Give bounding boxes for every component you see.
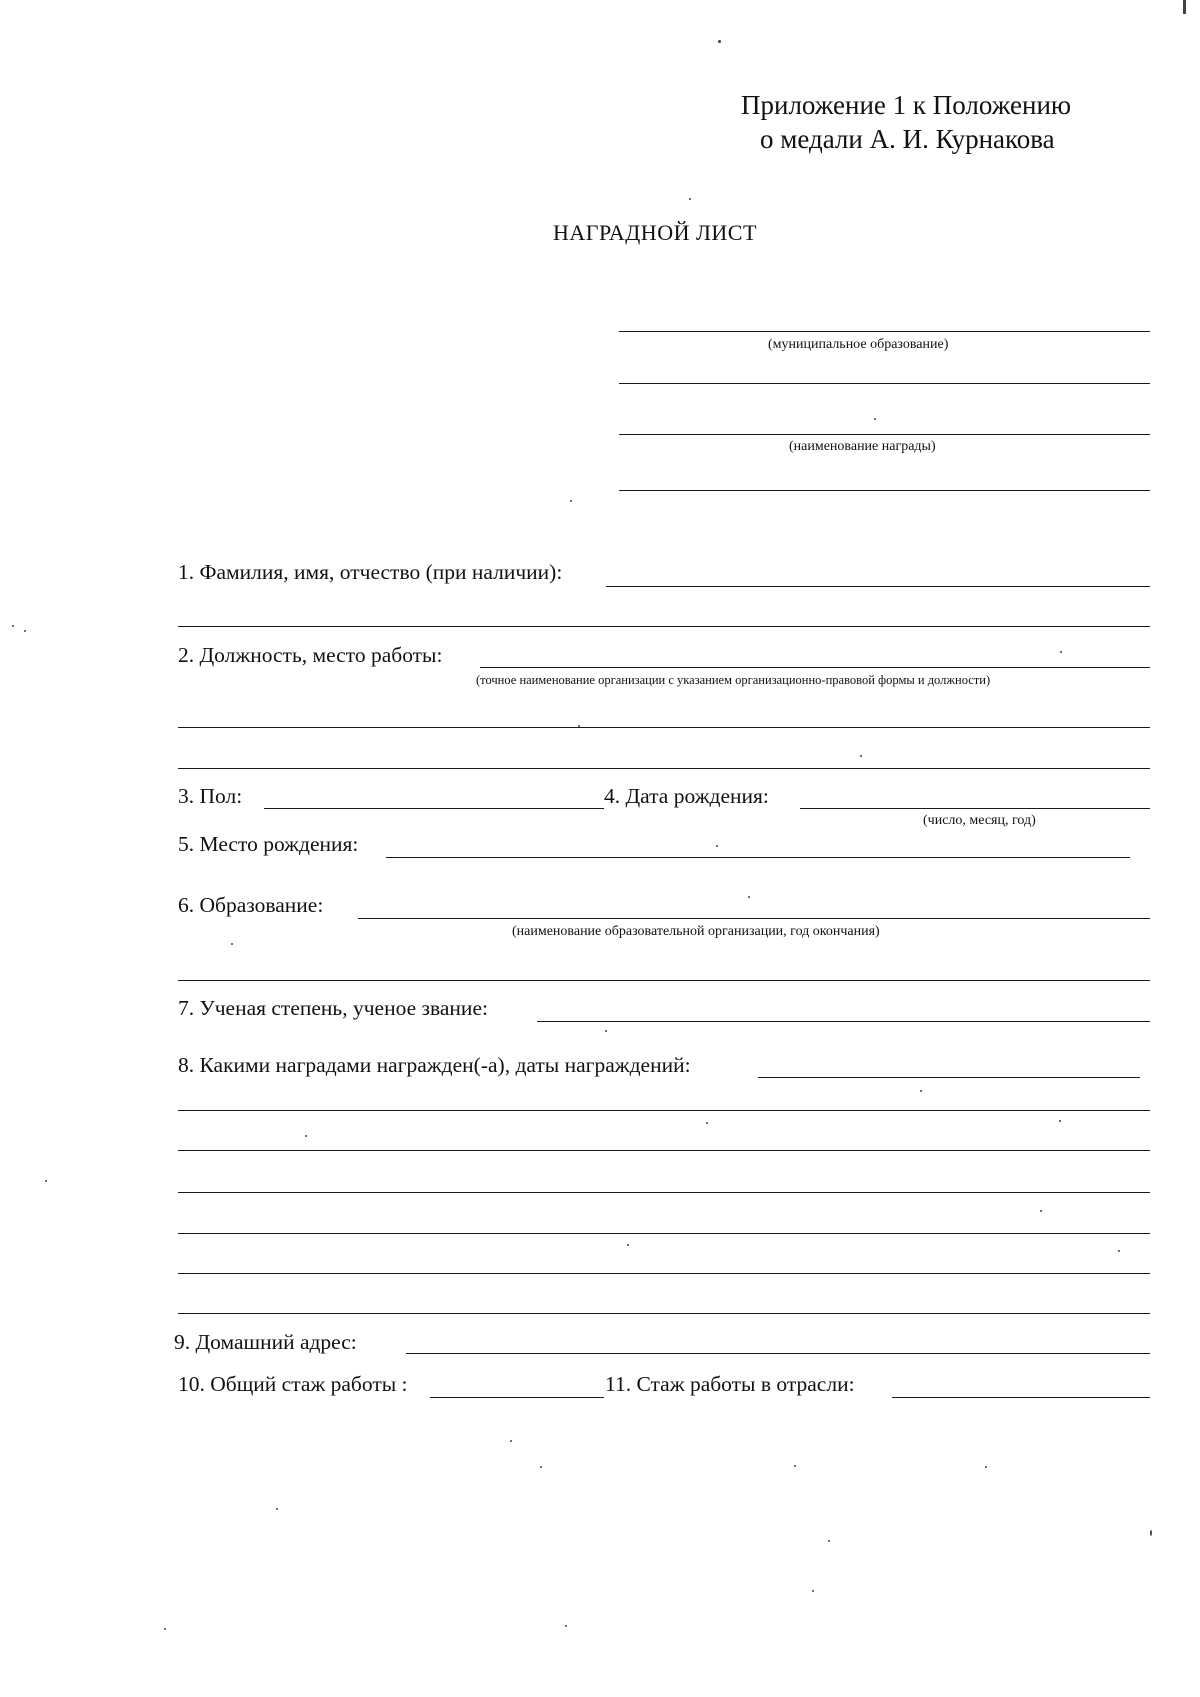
scan-speck <box>570 500 572 502</box>
field-awards-line-6[interactable] <box>178 1273 1150 1274</box>
document-title: НАГРАДНОЙ ЛИСТ <box>553 220 757 245</box>
scan-speck <box>860 755 862 757</box>
field-position-line-2[interactable] <box>178 727 1150 728</box>
field-full-name-line-2[interactable] <box>178 626 1150 627</box>
field-birthdate-label: 4. Дата рождения: <box>604 784 769 808</box>
field-industry-experience-label: 11. Стаж работы в отрасли: <box>605 1372 855 1396</box>
field-address-line[interactable] <box>406 1353 1150 1354</box>
scan-speck <box>627 1244 629 1246</box>
scan-speck <box>828 1540 830 1542</box>
field-full-name-line[interactable] <box>606 586 1150 587</box>
award-name-line[interactable] <box>619 434 1150 435</box>
scan-speck <box>1060 651 1062 653</box>
scan-speck <box>605 1030 607 1032</box>
municipality-line[interactable] <box>619 331 1150 332</box>
field-education-label: 6. Образование: <box>178 893 324 917</box>
field-total-experience-line[interactable] <box>430 1397 604 1398</box>
field-address-label: 9. Домашний адрес: <box>174 1330 357 1354</box>
appendix-line-1: Приложение 1 к Положению <box>741 90 1072 120</box>
scan-speck <box>812 1590 814 1592</box>
field-position-line-3[interactable] <box>178 768 1150 769</box>
field-awards-line-2[interactable] <box>178 1110 1150 1111</box>
field-total-experience-label: 10. Общий стаж работы : <box>178 1372 408 1396</box>
appendix-line-2: о медали А. И. Курнакова <box>760 124 1055 154</box>
scan-speck <box>276 1508 278 1510</box>
scan-speck <box>231 943 233 945</box>
scan-speck <box>510 1440 512 1442</box>
scan-speck <box>1118 1250 1120 1252</box>
field-birthdate-line[interactable] <box>800 808 1150 809</box>
scan-speck <box>164 1628 166 1630</box>
scan-speck <box>706 1122 708 1124</box>
scan-speck <box>874 418 876 420</box>
scan-speck <box>716 845 718 847</box>
field-birthplace-label: 5. Место рождения: <box>178 832 359 856</box>
field-awards-line-3[interactable] <box>178 1150 1150 1151</box>
scan-speck <box>1183 0 1186 14</box>
field-industry-experience-line[interactable] <box>892 1397 1150 1398</box>
scan-speck <box>12 625 14 627</box>
field-degree-label: 7. Ученая степень, ученое звание: <box>178 996 488 1020</box>
scan-speck <box>1040 1210 1042 1212</box>
scan-speck <box>305 1135 307 1137</box>
field-birthplace-line[interactable] <box>386 857 1130 858</box>
municipality-line-2[interactable] <box>619 383 1150 384</box>
field-awards-line[interactable] <box>758 1077 1140 1078</box>
award-name-caption: (наименование награды) <box>789 439 936 454</box>
field-education-hint: (наименование образовательной организации, год окончания) <box>512 924 880 939</box>
scan-speck <box>1059 1120 1061 1122</box>
field-awards-line-7[interactable] <box>178 1313 1150 1314</box>
scan-speck <box>565 1625 567 1627</box>
scan-speck <box>689 198 691 200</box>
field-awards-line-5[interactable] <box>178 1233 1150 1234</box>
scan-speck <box>794 1465 796 1467</box>
field-gender-line[interactable] <box>264 808 604 809</box>
scan-speck <box>985 1466 987 1468</box>
scan-speck <box>748 896 750 898</box>
scan-speck <box>1150 1530 1152 1536</box>
scan-speck <box>578 725 580 727</box>
scan-speck <box>920 1090 922 1092</box>
field-position-line[interactable] <box>480 667 1150 668</box>
field-degree-line[interactable] <box>537 1021 1150 1022</box>
field-birthdate-hint: (число, месяц, год) <box>923 813 1036 828</box>
field-awards-label: 8. Какими наградами награжден(-а), даты награждений: <box>178 1053 691 1077</box>
award-name-line-2[interactable] <box>619 490 1150 491</box>
field-position-hint: (точное наименование организации с указанием организационно-правовой формы и должности) <box>476 673 991 687</box>
field-gender-label: 3. Пол: <box>178 784 243 808</box>
scan-speck <box>45 1180 47 1182</box>
scan-speck <box>24 630 26 632</box>
scan-speck <box>718 40 721 43</box>
field-education-line-2[interactable] <box>178 980 1150 981</box>
field-awards-line-4[interactable] <box>178 1192 1150 1193</box>
field-full-name-label: 1. Фамилия, имя, отчество (при наличии): <box>178 560 563 584</box>
municipality-caption: (муниципальное образование) <box>768 337 949 352</box>
scan-speck <box>540 1466 542 1468</box>
field-position-label: 2. Должность, место работы: <box>178 643 443 667</box>
field-education-line[interactable] <box>358 918 1150 919</box>
